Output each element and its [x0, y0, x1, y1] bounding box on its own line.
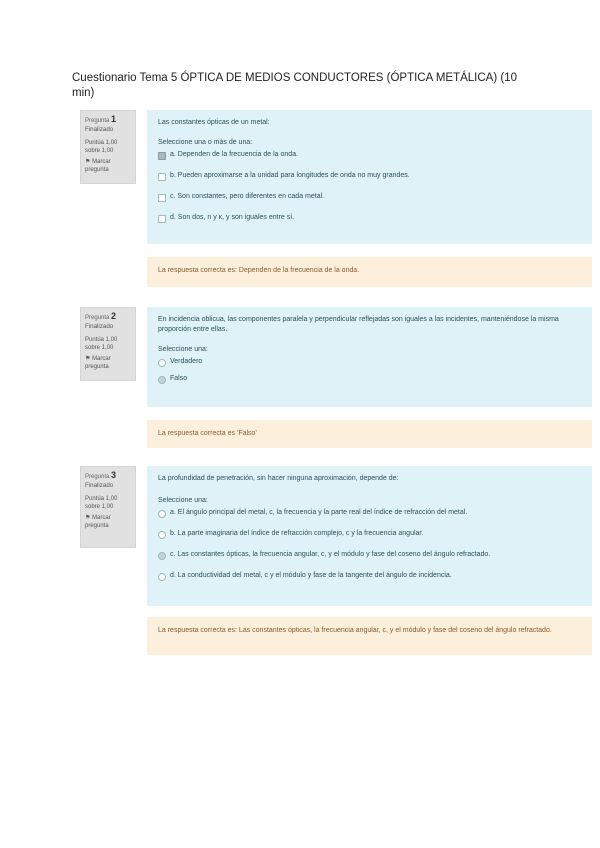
answer-option[interactable]: a. Dependen de la frecuencia de la onda. — [158, 150, 582, 160]
flag-icon: ⚑ — [85, 356, 91, 362]
question-info — [80, 110, 136, 184]
question-text: La profundidad de penetración, sin hacer ninguna aproximación, depende de: — [158, 475, 399, 482]
page-title: Cuestionario Tema 5 ÓPTICA DE MEDIOS CONDUCTORES (ÓPTICA METÁLICA) (10 min) — [72, 72, 517, 99]
question-content — [147, 466, 592, 606]
question-info — [80, 307, 136, 381]
question-number: Pregunta 1 — [85, 114, 117, 124]
radio-button[interactable] — [158, 359, 166, 367]
question-state: Finalizado — [85, 323, 114, 330]
flag-icon: ⚑ — [85, 159, 91, 165]
radio-button[interactable] — [158, 510, 166, 518]
radio-button[interactable] — [158, 531, 166, 539]
question-text: En incidencia oblicua, las componentes paralela y perpendicular reflejadas son iguales a las incidentes, manteniéndose la misma proporción entre ellas. — [158, 316, 559, 333]
answer-option[interactable]: Falso — [158, 374, 582, 384]
correct-answer-feedback: La respuesta correcta es 'Falso' — [147, 420, 592, 448]
answer-option[interactable]: c. Las constantes ópticas, la frecuencia angular, c, y el módulo y fase del coseno del ángulo refractado. — [158, 550, 582, 560]
answer-option[interactable]: b. Pueden aproximarse a la unidad para longitudes de onda no muy grandes. — [158, 171, 582, 181]
question-state: Finalizado — [85, 482, 114, 489]
answer-prompt: Seleccione una: — [158, 497, 208, 504]
answer-prompt: Seleccione una: — [158, 346, 208, 353]
radio-button[interactable] — [158, 573, 166, 581]
question-number: Pregunta 2 — [85, 311, 117, 321]
answer-prompt: Seleccione una o más de una: — [158, 139, 253, 146]
answer-option[interactable]: d. La conductividad del metal, c y el módulo y fase de la tangente del ángulo de incidencia. — [158, 571, 582, 581]
correct-answer-feedback: La respuesta correcta es: Las constantes ópticas, la frecuencia angular, c, y el módulo y fase del coseno del ángulo refractado. — [147, 617, 592, 655]
question-grade: Puntúa 1,00 sobre 1,00 — [85, 496, 118, 510]
correct-answer-feedback: La respuesta correcta es: Dependen de la frecuencia de la onda. — [147, 257, 592, 287]
answer-option[interactable]: a. El ángulo principal del metal, c, la frecuencia y la parte real del índice de refracción del metal. — [158, 508, 582, 518]
flag-question-button[interactable]: ⚑ Marcar pregunta — [85, 159, 111, 173]
question-number: Pregunta 3 — [85, 470, 117, 480]
question-content — [147, 307, 592, 407]
checkbox[interactable] — [158, 215, 166, 223]
flag-question-button[interactable]: ⚑ Marcar pregunta — [85, 356, 111, 370]
checkbox[interactable] — [158, 173, 166, 181]
question-text: Las constantes ópticas de un metal: — [158, 119, 270, 126]
flag-question-button[interactable]: ⚑ Marcar pregunta — [85, 515, 111, 529]
checkbox[interactable] — [158, 194, 166, 202]
checkbox-checked[interactable] — [158, 152, 166, 160]
radio-button-selected[interactable] — [158, 376, 166, 384]
radio-button-selected[interactable] — [158, 552, 166, 560]
question-grade: Puntúa 1,00 sobre 1,00 — [85, 140, 118, 154]
answer-option[interactable]: Verdadero — [158, 357, 582, 367]
question-content — [147, 110, 592, 244]
answer-option[interactable]: b. La parte imaginaria del índice de refracción complejo, c y la frecuencia angular. — [158, 529, 582, 539]
flag-icon: ⚑ — [85, 515, 91, 521]
answer-option[interactable]: d. Son dos, n y κ, y son iguales entre sí. — [158, 213, 582, 223]
question-grade: Puntúa 1,00 sobre 1,00 — [85, 337, 118, 351]
question-state: Finalizado — [85, 126, 114, 133]
question-info — [80, 466, 136, 548]
answer-option[interactable]: c. Son constantes, pero diferentes en cada metal. — [158, 192, 582, 202]
